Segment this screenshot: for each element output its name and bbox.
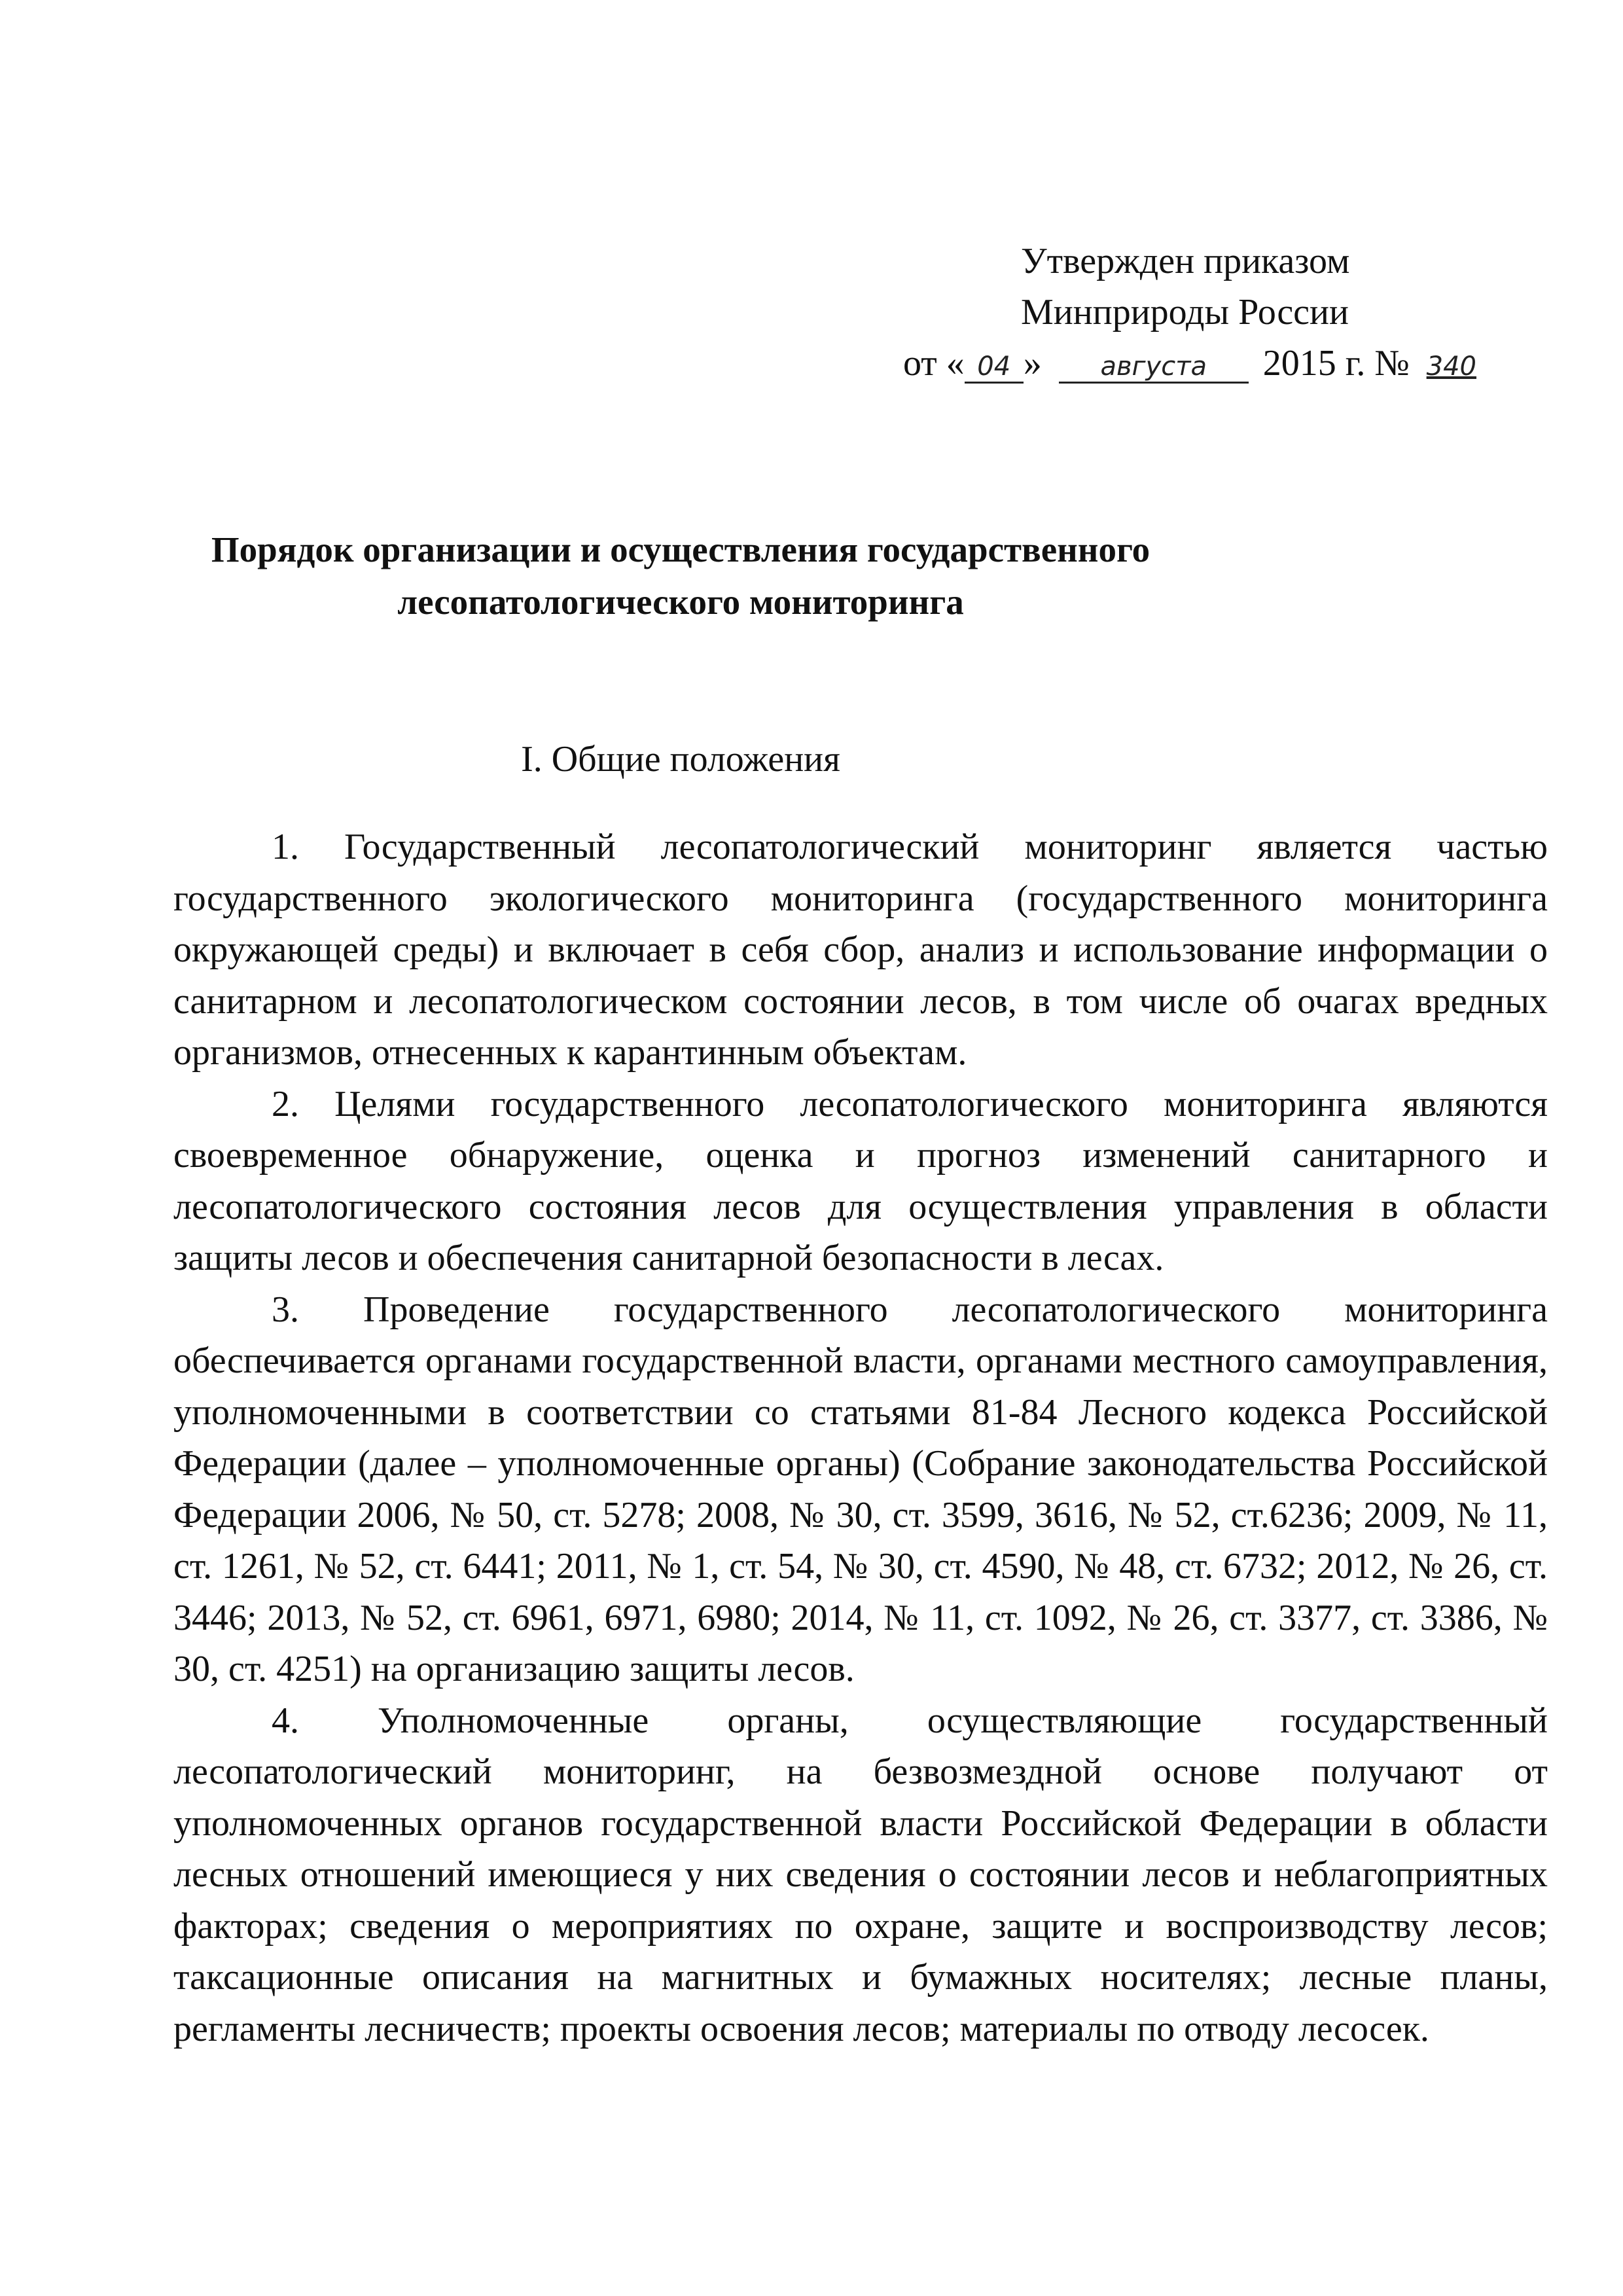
date-day-close: » — [1023, 343, 1042, 384]
title-line-2: лесопатологического мониторинга — [397, 582, 964, 622]
approval-date-line — [903, 338, 1558, 389]
paragraph-2: 2. Целями государственного лесопатологического мониторинга являются своевременное обнаружение, оценка и прогноз изменений санитарного и лесопатологического состояния лесов для осуществления управления в области защиты лесов и обеспечения санитарной безопасности в лесах. — [173, 1083, 1548, 1278]
approval-line-2: Минприроды России — [1021, 292, 1349, 332]
document-body — [173, 821, 1548, 2054]
date-prefix: от « — [903, 343, 965, 384]
date-year-number-label: 2015 г. № — [1262, 343, 1410, 384]
approval-block — [903, 236, 1558, 389]
handwritten-order-number: 340 — [1426, 351, 1476, 382]
title-line-1: Порядок организации и осуществления государственного — [211, 529, 1150, 569]
paragraph-4: 4. Уполномоченные органы, осуществляющие государственный лесопатологический мониторинг, на безвозмездной основе получают от уполномоченных органов государственной власти Российской Федерации в области лесных отношений имеющиеся у них сведения о состоянии лесов и неблагоприятных факторах; сведения о мероприятиях по охране, защите и воспроизводству лесов; таксационные описания на магнитных и бумажных носителях; лесные планы, регламенты лесничеств; проекты освоения лесов; материалы по отводу лесосек. — [173, 1700, 1548, 2049]
paragraph-3: 3. Проведение государственного лесопатологического мониторинга обеспечивается органами государственной власти, органами местного самоуправления, уполномоченными в соответствии со статьями 81-84 Лесного кодекса Российской Федерации (далее – уполномоченные органы) (Собрание законодательства Российской Федерации 2006, № 50, ст. 5278; 2008, № 30, ст. 3599, 3616, № 52, ст.6236; 2009, № 11, ст. 1261, № 52, ст. 6441; 2011, № 1, ст. 54, № 30, ст. 4590, № 48, ст. 6732; 2012, № 26, ст. 3446; 2013, № 52, ст. 6961, 6971, 6980; 2014, № 11, ст. 1092, № 26, ст. 3377, ст. 3386, № 30, ст. 4251) на организацию защиты лесов. — [173, 1289, 1548, 1689]
handwritten-day: 04 — [965, 351, 1024, 384]
paragraph-1: 1. Государственный лесопатологический мониторинг является частью государственного экологического мониторинга (государственного мониторинга окружающей среды) и включает в себя сбор, анализ и использование информации о санитарном и лесопатологическом состоянии лесов, в том числе об очагах вредных организмов, отнесенных к карантинным объектам. — [173, 827, 1548, 1073]
handwritten-month: августа — [1059, 351, 1249, 384]
section-heading: I. Общие положения — [521, 739, 840, 780]
document-title — [170, 524, 1191, 628]
approval-line-1: Утвержден приказом — [1021, 241, 1350, 281]
